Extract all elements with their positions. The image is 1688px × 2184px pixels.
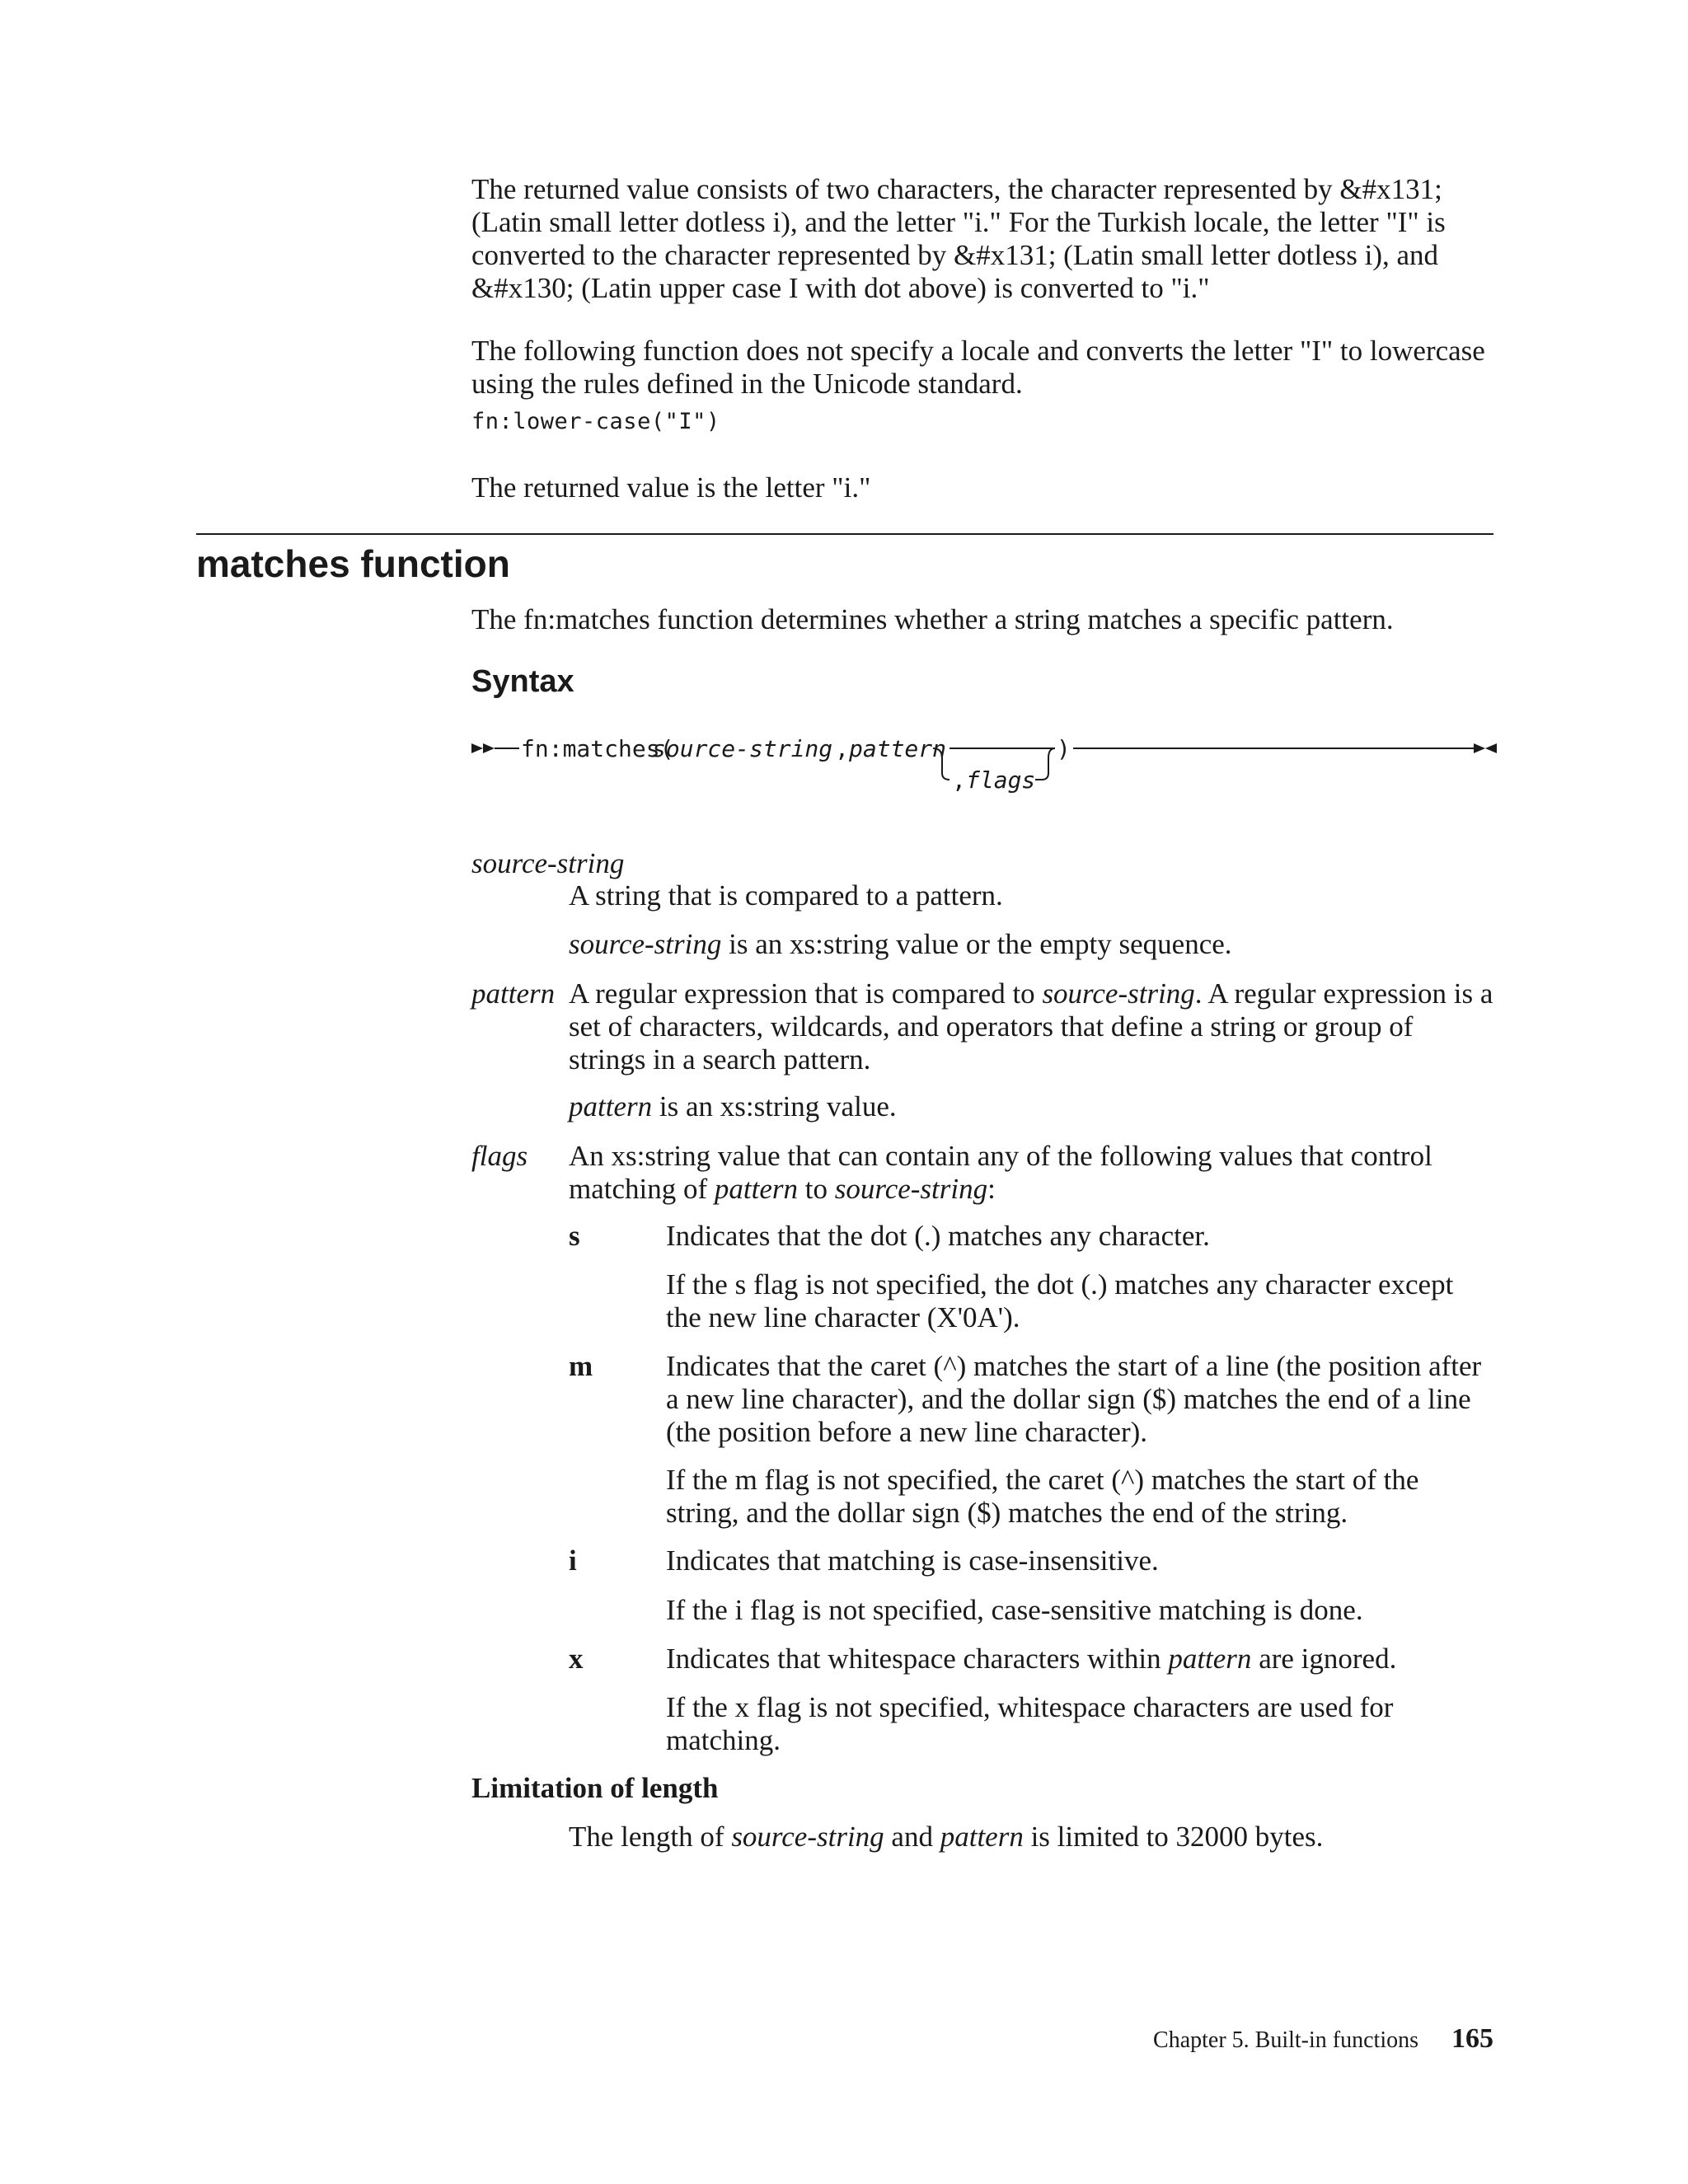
param-desc-source-string: A string that is compared to a pattern. (569, 879, 1003, 912)
diagram-arg-pattern: pattern (849, 735, 947, 762)
section-title: matches function (196, 542, 510, 585)
flag-note-s: If the s flag is not specified, the dot (.) matches any character except the new line character (X'0A'). (666, 1268, 1454, 1333)
page-number: 165 (1451, 2023, 1493, 2054)
param-type-pattern: pattern is an xs:string value. (569, 1090, 897, 1122)
diagram-func: fn:matches( (521, 735, 674, 762)
page-footer (1153, 2023, 1493, 2055)
code-example: fn:lower-case("I") (471, 409, 720, 434)
diagram-arg-flags: flags (966, 766, 1036, 794)
param-term-flags: flags (471, 1140, 528, 1172)
flag-note-x: If the x flag is not specified, whitespace characters are used for matching. (666, 1691, 1394, 1756)
param-term-source-string: source-string (471, 847, 625, 879)
diagram-optional-comma: , (952, 766, 966, 794)
syntax-diagram (462, 725, 1500, 808)
flag-label-m: m (569, 1350, 593, 1382)
flag-label-x: x (569, 1643, 584, 1675)
syntax-heading: Syntax (471, 664, 574, 699)
flag-note-m: If the m flag is not specified, the caret (^) matches the start of the string, and the dollar sign ($) matches the end of the string. (666, 1464, 1419, 1529)
end-arrows-icon (1474, 743, 1497, 753)
section-description: The fn:matches function determines whether a string matches a specific pattern. (471, 603, 1394, 635)
param-type-source-string: source-string is an xs:string value or the empty sequence. (569, 928, 1232, 960)
flag-desc-m: Indicates that the caret (^) matches the start of a line (the position after a new line character), and the dollar sign ($) matches the end of a line (the position before a new line character). (666, 1350, 1482, 1448)
flag-desc-s: Indicates that the dot (.) matches any character. (666, 1220, 1210, 1252)
diagram-close-paren: ) (1057, 735, 1071, 762)
flag-desc-x: Indicates that whitespace characters within pattern are ignored. (666, 1643, 1397, 1675)
flag-note-i: If the i flag is not specified, case-sensitive matching is done. (666, 1594, 1363, 1626)
start-arrows-icon (471, 743, 495, 753)
footer-chapter: Chapter 5. Built-in functions (1153, 2027, 1418, 2053)
limitation-heading: Limitation of length (471, 1772, 719, 1804)
limitation-text: The length of source-string and pattern is limited to 32000 bytes. (569, 1821, 1324, 1853)
diagram-comma: , (835, 735, 849, 762)
flag-desc-i: Indicates that matching is case-insensitive. (666, 1544, 1159, 1577)
intro-paragraph-1: The returned value consists of two characters, the character represented by &#x131; (Latin small letter dotless i), and the letter "i." For the Turkish locale, the letter "I" is converted to the character represented by &#x131; (Latin small letter dotless i), and &#x130; (Latin upper case I with dot above) is converted to "i." (471, 173, 1446, 304)
param-desc-flags: An xs:string value that can contain any of the following values that control matching of pattern to source-string: (569, 1140, 1432, 1205)
diagram-arg-source-string: source-string (652, 735, 833, 762)
flag-label-s: s (569, 1220, 580, 1252)
section-divider (196, 533, 1493, 535)
param-term-pattern: pattern (471, 977, 556, 1010)
intro-paragraph-2: The following function does not specify a locale and converts the letter "I" to lowercase using the rules defined in the Unicode standard. (471, 335, 1485, 400)
param-desc-pattern: A regular expression that is compared to source-string. A regular expression is a set of characters, wildcards, and operators that define a string or group of strings in a search pattern. (569, 977, 1493, 1076)
intro-paragraph-3: The returned value is the letter "i." (471, 471, 871, 504)
flag-label-i: i (569, 1544, 577, 1577)
